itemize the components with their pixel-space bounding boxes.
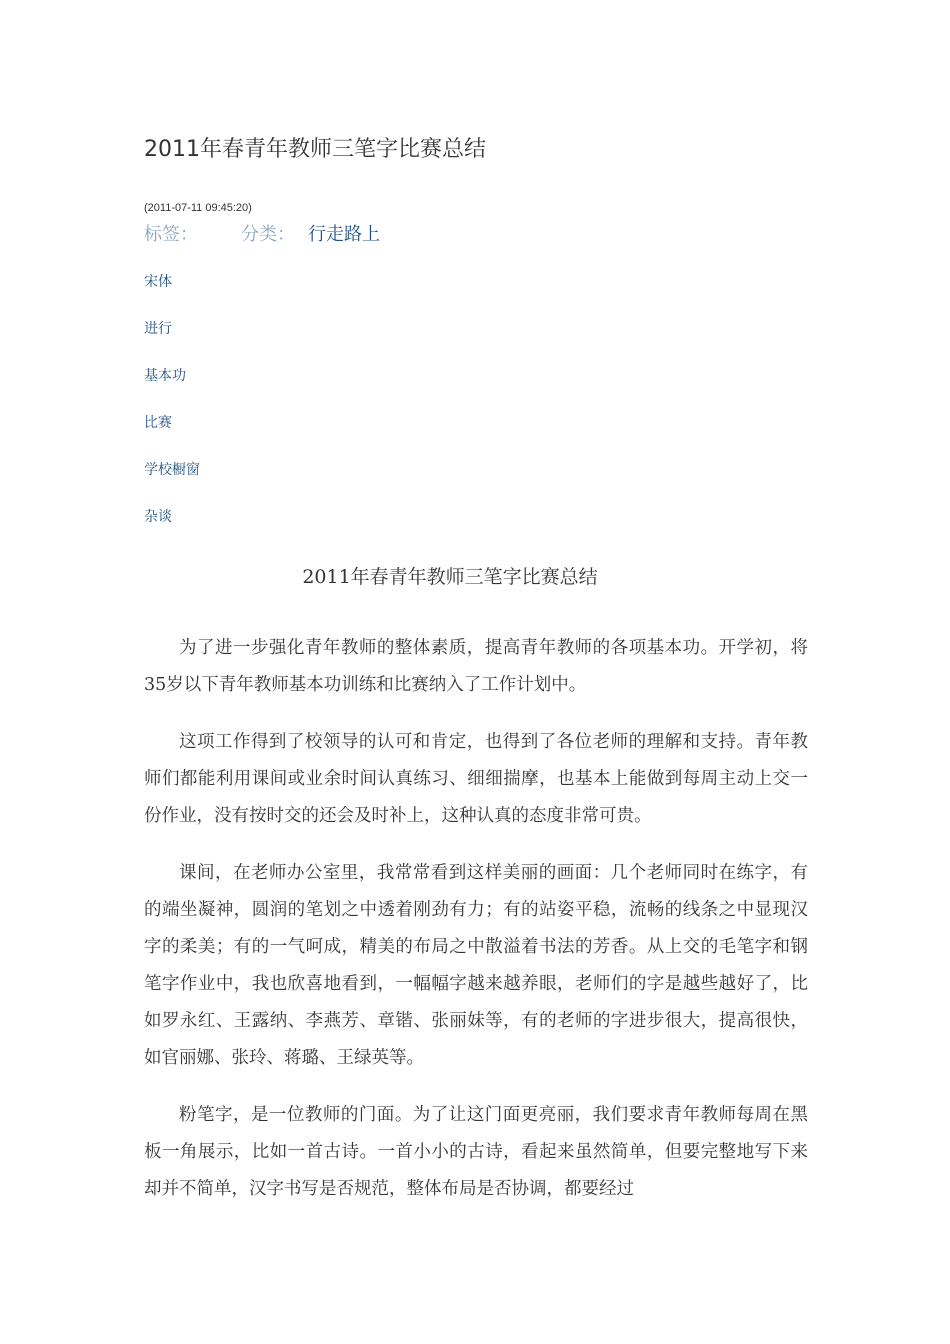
article-body xyxy=(144,630,808,1228)
tag-link[interactable]: 进行 xyxy=(144,321,172,337)
tag-link[interactable]: 比赛 xyxy=(144,415,172,431)
tag-link[interactable]: 学校橱窗 xyxy=(144,462,200,478)
post-timestamp: (2011-07-11 09:45:20) xyxy=(144,202,252,214)
post-title: 2011年春青年教师三笔字比赛总结 xyxy=(144,137,486,162)
article-paragraph: 为了进一步强化青年教师的整体素质，提高青年教师的各项基本功。开学初，将35岁以下青年教师基本功训练和比赛纳入了工作计划中。 xyxy=(144,638,808,695)
tag-list xyxy=(144,270,200,552)
article-paragraph: 这项工作得到了校领导的认可和肯定，也得到了各位老师的理解和支持。青年教师们都能利用课间或业余时间认真练习、细细揣摩，也基本上能做到每周主动上交一份作业，没有按时交的还会及时补上，这种认真的态度非常可贵。 xyxy=(144,732,808,826)
article-paragraph: 粉笔字，是一位教师的门面。为了让这门面更亮丽，我们要求青年教师每周在黑板一角展示，比如一首古诗。一首小小的古诗，看起来虽然简单，但要完整地写下来却并不简单，汉字书写是否规范，整体布局是否协调，都要经过 xyxy=(144,1105,808,1199)
tag-link[interactable]: 基本功 xyxy=(144,368,186,384)
article-heading: 2011年春青年教师三笔字比赛总结 xyxy=(302,566,598,588)
article-paragraph: 课间，在老师办公室里，我常常看到这样美丽的画面：几个老师同时在练字，有的端坐凝神，圆润的笔划之中透着刚劲有力；有的站姿平稳，流畅的线条之中显现汉字的柔美；有的一气呵成，精美的布局之中散溢着书法的芳香。从上交的毛笔字和钢笔字作业中，我也欣喜地看到，一幅幅字越来越养眼，老师们的字是越些越好了，比如罗永红、王露纳、李燕芳、章锴、张丽妹等，有的老师的字进步很大，提高很快，如官丽娜、张玲、蒋璐、王绿英等。 xyxy=(144,863,808,1068)
category-link[interactable]: 行走路上 xyxy=(308,224,380,245)
tag-link[interactable]: 宋体 xyxy=(144,274,172,290)
tags-label: 标签： xyxy=(144,224,198,245)
category-label: 分类： xyxy=(241,224,295,245)
tag-link[interactable]: 杂谈 xyxy=(144,509,172,525)
